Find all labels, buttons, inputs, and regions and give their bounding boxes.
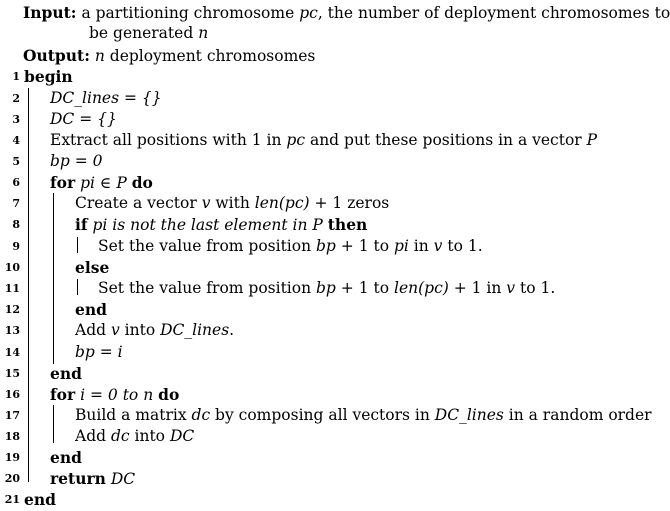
- input-text-a: a partitioning chromosome: [81, 4, 295, 22]
- algorithm-line-11: [0, 278, 621, 299]
- line-number: 21: [4, 493, 20, 506]
- line-text: into: [119, 321, 161, 339]
- line-number: 4: [12, 134, 20, 147]
- algorithm-line-5: [0, 151, 621, 172]
- keyword-else: else: [75, 258, 110, 277]
- if-condition: pi is not the last element in P: [87, 216, 328, 234]
- var-dc-lines: DC_lines: [160, 321, 230, 339]
- var-bp: bp: [316, 237, 336, 255]
- line-number: 3: [12, 113, 20, 126]
- line-number: 1: [12, 70, 20, 83]
- line-text: into: [129, 427, 170, 445]
- line-number: 19: [4, 451, 20, 464]
- algorithm-line-6: [0, 172, 621, 193]
- keyword-end: end: [50, 448, 82, 467]
- line-text: Set the value from position: [98, 237, 316, 255]
- var-DC: DC: [110, 470, 136, 488]
- line-number: 5: [12, 155, 20, 168]
- algorithm-line-19: [0, 447, 621, 468]
- line-number: 7: [12, 197, 20, 210]
- keyword-end: end: [24, 490, 56, 509]
- keyword-do: do: [131, 173, 153, 192]
- line-text: Build a matrix: [75, 406, 192, 424]
- var-pc: pc: [286, 131, 306, 149]
- code-bp-assign: bp = i: [75, 343, 123, 361]
- line-number: 10: [4, 261, 20, 274]
- keyword-for: for: [50, 173, 76, 192]
- line-text: in a random order: [503, 406, 652, 424]
- algorithm-line-9: [0, 236, 621, 257]
- algorithm-line-8: [0, 214, 621, 235]
- var-v: v: [201, 194, 211, 212]
- keyword-end: end: [50, 364, 82, 383]
- algorithm-line-10: [0, 257, 621, 278]
- line-text: to 1.: [442, 237, 483, 255]
- line-number: 9: [12, 240, 20, 253]
- input-label: Input:: [23, 3, 77, 22]
- var-bp: bp: [316, 279, 336, 297]
- input-n: n: [198, 24, 209, 42]
- algorithm-line-1: [0, 66, 621, 87]
- line-number: 18: [4, 430, 20, 443]
- algorithm-line-12: [0, 299, 621, 320]
- keyword-do: do: [158, 385, 180, 404]
- line-number: 8: [12, 218, 20, 231]
- keyword-if: if: [75, 215, 88, 234]
- var-dc: dc: [191, 406, 211, 424]
- for-condition: i = 0 to n: [75, 386, 159, 404]
- code-bp-init: bp = 0: [50, 152, 103, 170]
- algorithm-input: [23, 2, 670, 42]
- algorithm-output: [23, 45, 315, 67]
- line-text: and put these positions in a vector: [305, 131, 587, 149]
- var-DC: DC: [169, 427, 195, 445]
- line-text: + 1 in: [448, 279, 507, 297]
- var-v: v: [433, 237, 443, 255]
- var-len-pc: len(pc): [393, 279, 449, 297]
- keyword-then: then: [327, 215, 368, 234]
- algorithm-line-13: [0, 320, 621, 341]
- line-number: 2: [12, 92, 20, 105]
- for-condition: pi ∈ P: [75, 174, 132, 192]
- line-text: + 1 to: [335, 237, 394, 255]
- line-number: 6: [12, 176, 20, 189]
- input-pc: pc: [299, 4, 318, 22]
- line-text: Add: [75, 427, 111, 445]
- algorithm-line-18: [0, 426, 621, 447]
- line-number: 16: [4, 388, 20, 401]
- line-text: to 1.: [515, 279, 556, 297]
- algorithm-line-16: [0, 384, 621, 405]
- var-dc-lines: DC_lines: [434, 406, 504, 424]
- var-dc: dc: [110, 427, 130, 445]
- algorithm-line-20: [0, 468, 621, 489]
- output-text: deployment chromosomes: [104, 47, 316, 65]
- line-number: 20: [4, 472, 20, 485]
- line-number: 17: [4, 409, 20, 422]
- line-text: Add: [75, 321, 111, 339]
- algorithm-line-7: [0, 193, 621, 214]
- line-number: 12: [4, 303, 20, 316]
- input-text-c: be generated: [89, 24, 194, 42]
- algorithm-line-14: [0, 342, 621, 363]
- code-dc-init: DC = {}: [50, 110, 117, 128]
- keyword-return: return: [50, 469, 106, 488]
- line-text: + 1 zeros: [309, 194, 390, 212]
- keyword-for: for: [50, 385, 76, 404]
- keyword-begin: begin: [24, 67, 73, 86]
- var-len-pc: len(pc): [254, 194, 310, 212]
- line-text: Set the value from position: [98, 279, 316, 297]
- line-text: Extract all positions with 1 in: [50, 131, 287, 149]
- keyword-end: end: [75, 300, 107, 319]
- line-number: 15: [4, 367, 20, 380]
- algorithm-line-3: [0, 109, 621, 130]
- line-number: 11: [4, 282, 20, 295]
- line-text: Create a vector: [75, 194, 202, 212]
- var-pi: pi: [393, 237, 409, 255]
- algorithm-line-15: [0, 363, 621, 384]
- algorithm-line-2: [0, 88, 621, 109]
- output-n: n: [94, 47, 105, 65]
- var-v: v: [110, 321, 120, 339]
- code-dc-lines-init: DC_lines = {}: [50, 89, 162, 107]
- algorithm-line-4: [0, 130, 621, 151]
- input-continuation: [89, 23, 208, 44]
- algorithm-line-17: [0, 405, 652, 426]
- var-v: v: [506, 279, 516, 297]
- line-text: with: [210, 194, 255, 212]
- input-text-b: , the number of deployment chromosomes to: [317, 4, 670, 22]
- output-label: Output:: [23, 46, 90, 65]
- line-text: in: [408, 237, 434, 255]
- line-text: + 1 to: [335, 279, 394, 297]
- var-p: P: [586, 131, 598, 149]
- line-text: by composing all vectors in: [210, 406, 435, 424]
- line-text: .: [229, 321, 235, 339]
- line-number: 13: [4, 324, 20, 337]
- line-number: 14: [4, 346, 20, 359]
- algorithm-line-21: [0, 489, 621, 510]
